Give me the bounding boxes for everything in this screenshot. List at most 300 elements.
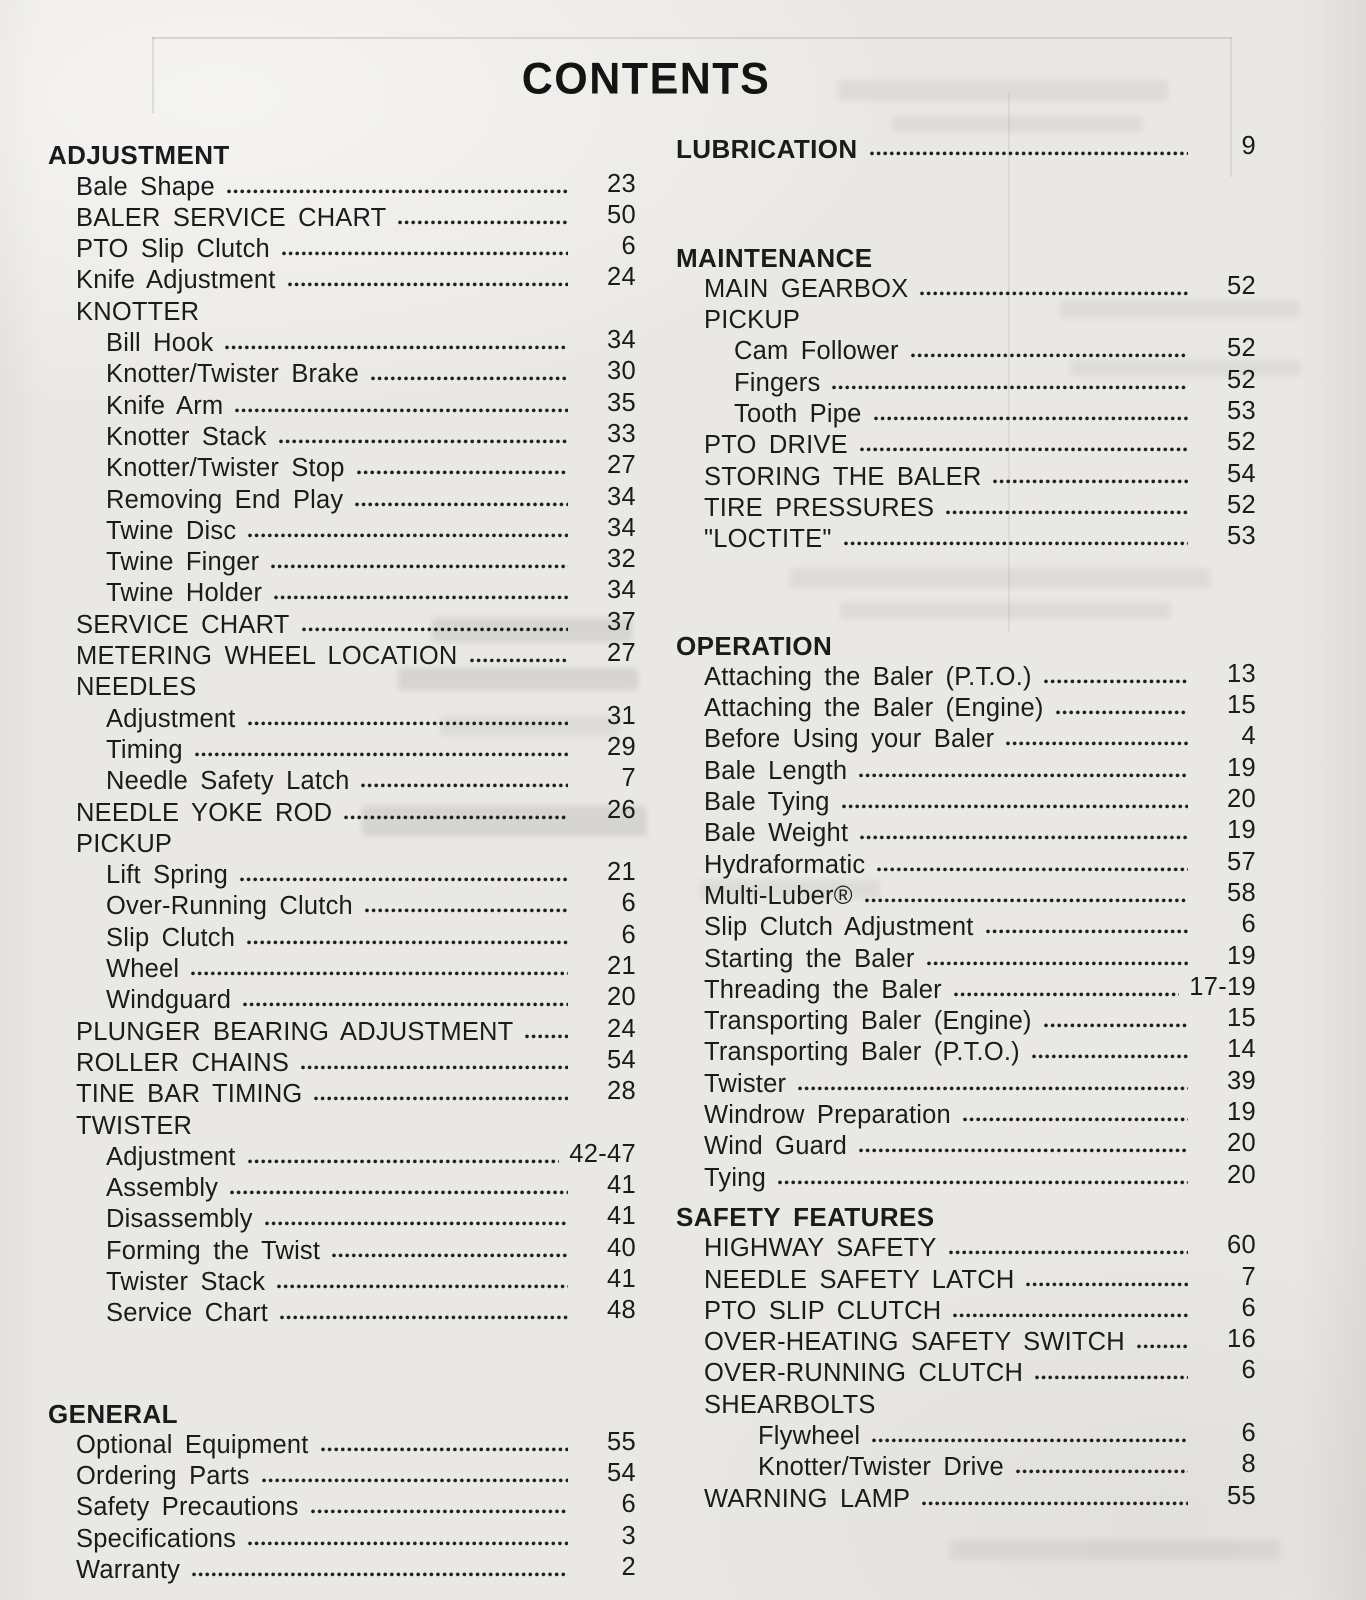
dot-leader bbox=[470, 658, 568, 663]
toc-entry bbox=[48, 483, 636, 514]
dot-leader bbox=[1044, 1023, 1188, 1028]
dot-leader bbox=[262, 1478, 568, 1483]
entry-label: Specifications bbox=[76, 1524, 237, 1553]
dot-leader bbox=[371, 376, 568, 381]
toc-entry bbox=[676, 848, 1256, 879]
toc-entry bbox=[48, 1203, 636, 1234]
entry-label: Safety Precautions bbox=[76, 1493, 299, 1522]
dot-leader bbox=[874, 416, 1188, 421]
entry-page-number: 9 bbox=[1241, 132, 1256, 161]
dot-leader bbox=[332, 1253, 568, 1258]
dot-leader bbox=[191, 971, 568, 976]
entry-page-number: 7 bbox=[1241, 1262, 1256, 1291]
entry-page-number: 52 bbox=[1227, 334, 1256, 363]
section-title: ADJUSTMENT bbox=[48, 140, 230, 171]
entry-label: Ordering Parts bbox=[76, 1462, 250, 1491]
entry-page-number: 6 bbox=[621, 889, 636, 918]
dot-leader bbox=[248, 721, 568, 726]
entry-label: NEEDLE YOKE ROD bbox=[76, 798, 333, 827]
dot-leader bbox=[860, 447, 1188, 452]
dot-leader bbox=[778, 1180, 1188, 1185]
toc-entry bbox=[48, 1429, 636, 1460]
toc-entry bbox=[676, 523, 1256, 554]
dot-leader bbox=[872, 1438, 1188, 1443]
toc-entry bbox=[676, 1420, 1256, 1451]
entry-label: Over-Running Clutch bbox=[106, 892, 353, 921]
dot-leader bbox=[953, 1313, 1188, 1318]
dot-leader bbox=[1056, 710, 1188, 715]
scan-ghost-smudge bbox=[950, 1540, 1280, 1560]
dot-leader bbox=[1006, 741, 1188, 746]
entry-label: SHEARBOLTS bbox=[704, 1390, 876, 1419]
toc-entry bbox=[48, 765, 636, 796]
entry-label: SERVICE CHART bbox=[76, 610, 290, 639]
toc-entry bbox=[676, 723, 1256, 754]
dot-leader bbox=[920, 291, 1188, 296]
toc-entry bbox=[676, 1326, 1256, 1357]
dot-leader bbox=[865, 898, 1188, 903]
dot-leader bbox=[265, 1221, 568, 1226]
entry-page-number: 37 bbox=[607, 607, 636, 636]
dot-leader bbox=[248, 1541, 568, 1546]
section-title: SAFETY FEATURES bbox=[676, 1201, 935, 1232]
toc-entry bbox=[48, 1047, 636, 1078]
entry-page-number: 35 bbox=[607, 388, 636, 417]
entry-label: TIRE PRESSURES bbox=[704, 493, 935, 522]
dot-leader bbox=[986, 929, 1188, 934]
entry-page-number: 24 bbox=[607, 263, 636, 292]
scan-ghost-line bbox=[152, 37, 1232, 39]
toc-entry bbox=[48, 796, 636, 827]
entry-page-number: 6 bbox=[1241, 910, 1256, 939]
entry-page-number: 42-47 bbox=[569, 1139, 636, 1168]
entry-label: Knotter/Twister Stop bbox=[106, 454, 345, 483]
dot-leader bbox=[927, 961, 1188, 966]
entry-label: WARNING LAMP bbox=[704, 1484, 911, 1513]
toc-entry bbox=[676, 817, 1256, 848]
entry-label: Optional Equipment bbox=[76, 1430, 309, 1459]
dot-leader bbox=[225, 345, 568, 350]
dot-leader bbox=[248, 1159, 560, 1164]
entry-page-number: 15 bbox=[1227, 1004, 1256, 1033]
entry-page-number: 13 bbox=[1227, 659, 1256, 688]
toc-entry bbox=[676, 1232, 1256, 1263]
entry-page-number: 2 bbox=[621, 1553, 636, 1582]
entry-label: Wind Guard bbox=[704, 1132, 848, 1161]
toc-entry bbox=[48, 1172, 636, 1203]
toc-entry bbox=[48, 671, 636, 702]
toc-entry bbox=[48, 1460, 636, 1491]
toc-entry bbox=[676, 942, 1256, 973]
entry-page-number: 41 bbox=[607, 1264, 636, 1293]
toc-entry bbox=[676, 304, 1256, 335]
toc-entry bbox=[676, 366, 1256, 397]
entry-label: Tying bbox=[704, 1163, 766, 1192]
toc-entry bbox=[48, 389, 636, 420]
toc-entry bbox=[48, 640, 636, 671]
dot-leader bbox=[288, 282, 568, 287]
entry-page-number: 31 bbox=[607, 701, 636, 730]
dot-leader bbox=[1026, 1282, 1188, 1287]
toc-entry bbox=[676, 1263, 1256, 1294]
toc-entry bbox=[676, 974, 1256, 1005]
entry-page-number: 34 bbox=[607, 576, 636, 605]
entry-page-number: 29 bbox=[607, 732, 636, 761]
entry-label: Twine Finger bbox=[106, 548, 260, 577]
toc-entry bbox=[48, 295, 636, 326]
dot-leader bbox=[227, 189, 568, 194]
entry-page-number: 52 bbox=[1227, 428, 1256, 457]
toc-entry bbox=[48, 546, 636, 577]
entry-page-number: 54 bbox=[607, 1045, 636, 1074]
entry-label: Needle Safety Latch bbox=[106, 767, 350, 796]
entry-page-number: 6 bbox=[1241, 1356, 1256, 1385]
entry-page-number: 3 bbox=[621, 1521, 636, 1550]
entry-label: Bale Tying bbox=[704, 788, 830, 817]
entry-page-number: 24 bbox=[607, 1014, 636, 1043]
toc-entry bbox=[676, 1067, 1256, 1098]
entry-label: PICKUP bbox=[704, 306, 801, 335]
toc-entry bbox=[676, 1388, 1256, 1419]
entry-page-number: 34 bbox=[607, 326, 636, 355]
entry-label: Transporting Baler (Engine) bbox=[704, 1007, 1032, 1036]
entry-page-number: 6 bbox=[1241, 1293, 1256, 1322]
entry-label: Threading the Baler bbox=[704, 975, 942, 1004]
toc-entry bbox=[676, 429, 1256, 460]
entry-label: Forming the Twist bbox=[106, 1236, 321, 1265]
entry-page-number: 19 bbox=[1227, 941, 1256, 970]
entry-page-number: 19 bbox=[1227, 816, 1256, 845]
entry-label: KNOTTER bbox=[76, 297, 200, 326]
entry-page-number: 26 bbox=[607, 795, 636, 824]
toc-entry bbox=[676, 661, 1256, 692]
toc-entry bbox=[48, 1554, 636, 1585]
entry-label: Attaching the Baler (P.T.O.) bbox=[704, 662, 1032, 691]
toc-left-column bbox=[48, 139, 636, 1585]
toc-entry bbox=[48, 233, 636, 264]
toc-section-operation bbox=[676, 629, 1256, 1192]
entry-page-number: 6 bbox=[1241, 1418, 1256, 1447]
entry-page-number: 7 bbox=[621, 764, 636, 793]
dot-leader bbox=[277, 1284, 568, 1289]
toc-entry bbox=[676, 1451, 1256, 1482]
toc-entry bbox=[676, 1482, 1256, 1513]
section-title: GENERAL bbox=[48, 1398, 178, 1429]
entry-page-number: 34 bbox=[607, 482, 636, 511]
entry-label: Service Chart bbox=[106, 1299, 269, 1328]
dot-leader bbox=[1035, 1375, 1188, 1380]
entry-label: Fingers bbox=[734, 368, 821, 397]
toc-entry bbox=[676, 1295, 1256, 1326]
dot-leader bbox=[949, 1250, 1188, 1255]
entry-page-number: 21 bbox=[607, 858, 636, 887]
entry-label: Twine Holder bbox=[106, 579, 263, 608]
toc-entry bbox=[48, 577, 636, 608]
entry-label: Starting the Baler bbox=[704, 944, 915, 973]
dot-leader bbox=[832, 385, 1188, 390]
dot-leader bbox=[859, 773, 1188, 778]
entry-page-number: 58 bbox=[1227, 878, 1256, 907]
entry-label: PLUNGER BEARING ADJUSTMENT bbox=[76, 1017, 514, 1046]
toc-entry bbox=[48, 264, 636, 295]
toc-right-column bbox=[676, 133, 1256, 1514]
entry-label: OVER-RUNNING CLUTCH bbox=[704, 1359, 1024, 1388]
toc-entry bbox=[48, 608, 636, 639]
toc-entry bbox=[48, 202, 636, 233]
toc-entry bbox=[676, 786, 1256, 817]
entry-label: Removing End Play bbox=[106, 485, 344, 514]
entry-page-number: 4 bbox=[1241, 722, 1256, 751]
dot-leader bbox=[248, 533, 568, 538]
toc-entry bbox=[48, 702, 636, 733]
dot-leader bbox=[240, 877, 568, 882]
entry-label: "LOCTITE" bbox=[704, 525, 832, 554]
entry-page-number: 54 bbox=[607, 1459, 636, 1488]
toc-entry bbox=[48, 358, 636, 389]
toc-entry bbox=[676, 460, 1256, 491]
dot-leader bbox=[954, 992, 1179, 997]
toc-entry bbox=[676, 398, 1256, 429]
entry-label: TWISTER bbox=[76, 1111, 193, 1140]
entry-page-number: 40 bbox=[607, 1233, 636, 1262]
entry-label: Knotter Stack bbox=[106, 422, 267, 451]
dot-leader bbox=[525, 1034, 568, 1039]
toc-entry bbox=[676, 1130, 1256, 1161]
entry-label: HIGHWAY SAFETY bbox=[704, 1234, 937, 1263]
entry-page-number: 19 bbox=[1227, 1098, 1256, 1127]
entry-label: Attaching the Baler (Engine) bbox=[704, 694, 1044, 723]
scan-ghost-smudge bbox=[892, 116, 1142, 132]
toc-entry bbox=[676, 1036, 1256, 1067]
toc-entry bbox=[676, 1357, 1256, 1388]
entry-page-number: 55 bbox=[1227, 1481, 1256, 1510]
entry-page-number: 15 bbox=[1227, 691, 1256, 720]
entry-page-number: 20 bbox=[1227, 1160, 1256, 1189]
entry-page-number: 52 bbox=[1227, 490, 1256, 519]
toc-entry bbox=[48, 921, 636, 952]
entry-label: Bale Shape bbox=[76, 172, 215, 201]
toc-entry bbox=[48, 734, 636, 765]
dot-leader bbox=[922, 1501, 1188, 1506]
dot-leader bbox=[235, 408, 568, 413]
entry-page-number: 17-19 bbox=[1189, 972, 1256, 1001]
entry-page-number: 16 bbox=[1227, 1325, 1256, 1354]
entry-label: Wheel bbox=[106, 955, 180, 984]
entry-page-number: 32 bbox=[607, 545, 636, 574]
section-title: MAINTENANCE bbox=[676, 242, 873, 273]
entry-page-number: 53 bbox=[1227, 522, 1256, 551]
entry-label: Slip Clutch bbox=[106, 923, 236, 952]
dot-leader bbox=[195, 752, 568, 757]
section-title: OPERATION bbox=[676, 630, 833, 661]
entry-page-number: 33 bbox=[607, 419, 636, 448]
entry-page-number: 20 bbox=[1227, 785, 1256, 814]
toc-entry bbox=[48, 421, 636, 452]
section-header-row bbox=[48, 1397, 636, 1428]
dot-leader bbox=[274, 595, 568, 600]
toc-section-lubrication bbox=[676, 133, 1256, 164]
toc-entry bbox=[676, 1005, 1256, 1036]
entry-page-number: 6 bbox=[621, 232, 636, 261]
toc-entry bbox=[676, 1099, 1256, 1130]
entry-page-number: 20 bbox=[1227, 1129, 1256, 1158]
dot-leader bbox=[993, 479, 1188, 484]
entry-page-number: 41 bbox=[607, 1171, 636, 1200]
section-header-row bbox=[676, 1201, 1256, 1232]
entry-page-number: 54 bbox=[1227, 459, 1256, 488]
entry-label: PICKUP bbox=[76, 829, 173, 858]
entry-page-number: 19 bbox=[1227, 753, 1256, 782]
toc-entry bbox=[676, 692, 1256, 723]
entry-page-number: 30 bbox=[607, 357, 636, 386]
toc-entry bbox=[48, 1234, 636, 1265]
entry-label: PTO SLIP CLUTCH bbox=[704, 1296, 942, 1325]
dot-leader bbox=[1044, 679, 1188, 684]
entry-page-number: 52 bbox=[1227, 365, 1256, 394]
entry-page-number: 48 bbox=[607, 1296, 636, 1325]
entry-page-number: 23 bbox=[607, 169, 636, 198]
entry-label: Windrow Preparation bbox=[704, 1101, 951, 1130]
entry-page-number: 55 bbox=[607, 1427, 636, 1456]
entry-label: STORING THE BALER bbox=[704, 462, 982, 491]
toc-entry bbox=[676, 273, 1256, 304]
dot-leader bbox=[365, 908, 568, 913]
entry-page-number: 27 bbox=[607, 451, 636, 480]
toc-entry bbox=[676, 492, 1256, 523]
entry-label: METERING WHEEL LOCATION bbox=[76, 642, 458, 671]
page-title: CONTENTS bbox=[521, 53, 771, 104]
entry-label: Assembly bbox=[106, 1174, 219, 1203]
dot-leader bbox=[1016, 1469, 1188, 1474]
dot-leader bbox=[243, 1002, 568, 1007]
entry-label: Twister bbox=[704, 1069, 787, 1098]
section-header-row bbox=[48, 139, 636, 170]
entry-label: TINE BAR TIMING bbox=[76, 1080, 303, 1109]
entry-label: Bale Length bbox=[704, 756, 848, 785]
entry-label: OVER-HEATING SAFETY SWITCH bbox=[704, 1328, 1125, 1357]
entry-page-number: 34 bbox=[607, 513, 636, 542]
toc-entry bbox=[676, 880, 1256, 911]
dot-leader bbox=[842, 804, 1188, 809]
dot-leader bbox=[302, 627, 568, 632]
dot-leader bbox=[311, 1509, 568, 1514]
toc-entry bbox=[48, 170, 636, 201]
section-header-row bbox=[676, 133, 1256, 164]
dot-leader bbox=[355, 502, 568, 507]
entry-label: Knife Arm bbox=[106, 391, 224, 420]
toc-entry bbox=[676, 911, 1256, 942]
toc-entry bbox=[48, 828, 636, 859]
entry-label: Knife Adjustment bbox=[76, 266, 276, 295]
dot-leader bbox=[877, 867, 1188, 872]
toc-entry bbox=[676, 754, 1256, 785]
dot-leader bbox=[798, 1086, 1188, 1091]
dot-leader bbox=[279, 439, 568, 444]
entry-label: PTO Slip Clutch bbox=[76, 235, 270, 264]
dot-leader bbox=[247, 940, 568, 945]
toc-entry bbox=[676, 1161, 1256, 1192]
dot-leader bbox=[911, 353, 1188, 358]
dot-leader bbox=[860, 835, 1188, 840]
entry-label: Bale Weight bbox=[704, 819, 849, 848]
toc-entry bbox=[676, 335, 1256, 366]
entry-label: NEEDLES bbox=[76, 673, 197, 702]
toc-entry bbox=[48, 1266, 636, 1297]
entry-page-number: 39 bbox=[1227, 1066, 1256, 1095]
toc-entry bbox=[48, 515, 636, 546]
toc-entry bbox=[48, 1297, 636, 1328]
toc-entry bbox=[48, 1015, 636, 1046]
toc-entry bbox=[48, 1491, 636, 1522]
section-header-row bbox=[676, 629, 1256, 660]
entry-label: Disassembly bbox=[106, 1205, 253, 1234]
section-title: LUBRICATION bbox=[676, 134, 858, 165]
entry-label: Transporting Baler (P.T.O.) bbox=[704, 1038, 1020, 1067]
dot-leader bbox=[844, 541, 1188, 546]
entry-label: Hydraformatic bbox=[704, 850, 866, 879]
entry-label: BALER SERVICE CHART bbox=[76, 203, 387, 232]
entry-page-number: 27 bbox=[607, 639, 636, 668]
dot-leader bbox=[314, 1096, 568, 1101]
toc-entry bbox=[48, 890, 636, 921]
entry-label: Adjustment bbox=[106, 1142, 236, 1171]
toc-entry bbox=[48, 859, 636, 890]
dot-leader bbox=[946, 510, 1188, 515]
toc-section-general bbox=[48, 1397, 636, 1585]
dot-leader bbox=[280, 1315, 568, 1320]
toc-section-maintenance bbox=[676, 241, 1256, 554]
dot-leader bbox=[859, 1148, 1188, 1153]
toc-section-safety-features bbox=[676, 1201, 1256, 1514]
toc-entry bbox=[48, 1141, 636, 1172]
entry-page-number: 53 bbox=[1227, 397, 1256, 426]
entry-page-number: 57 bbox=[1227, 847, 1256, 876]
entry-page-number: 6 bbox=[621, 1490, 636, 1519]
entry-page-number: 20 bbox=[607, 983, 636, 1012]
dot-leader bbox=[870, 151, 1188, 156]
entry-label: Adjustment bbox=[106, 704, 236, 733]
toc-entry bbox=[48, 984, 636, 1015]
entry-page-number: 14 bbox=[1227, 1035, 1256, 1064]
entry-page-number: 52 bbox=[1227, 271, 1256, 300]
entry-label: Slip Clutch Adjustment bbox=[704, 913, 974, 942]
entry-label: Knotter/Twister Brake bbox=[106, 360, 359, 389]
entry-label: ROLLER CHAINS bbox=[76, 1048, 290, 1077]
section-header-row bbox=[676, 241, 1256, 272]
entry-label: Windguard bbox=[106, 986, 232, 1015]
toc-entry bbox=[48, 1078, 636, 1109]
entry-page-number: 60 bbox=[1227, 1231, 1256, 1260]
entry-label: MAIN GEARBOX bbox=[704, 274, 909, 303]
dot-leader bbox=[963, 1117, 1188, 1122]
entry-label: Twister Stack bbox=[106, 1267, 266, 1296]
toc-entry bbox=[48, 953, 636, 984]
entry-label: Warranty bbox=[76, 1556, 181, 1585]
dot-leader bbox=[1032, 1054, 1188, 1059]
dot-leader bbox=[301, 1065, 568, 1070]
entry-label: Knotter/Twister Drive bbox=[758, 1453, 1004, 1482]
entry-label: Bill Hook bbox=[106, 329, 214, 358]
toc-entry bbox=[48, 452, 636, 483]
dot-leader bbox=[271, 564, 568, 569]
entry-page-number: 50 bbox=[607, 200, 636, 229]
dot-leader bbox=[282, 251, 568, 256]
entry-label: Lift Spring bbox=[106, 861, 229, 890]
toc-section-adjustment bbox=[48, 139, 636, 1328]
toc-entry bbox=[48, 327, 636, 358]
entry-label: NEEDLE SAFETY LATCH bbox=[704, 1265, 1015, 1294]
dot-leader bbox=[1137, 1344, 1188, 1349]
